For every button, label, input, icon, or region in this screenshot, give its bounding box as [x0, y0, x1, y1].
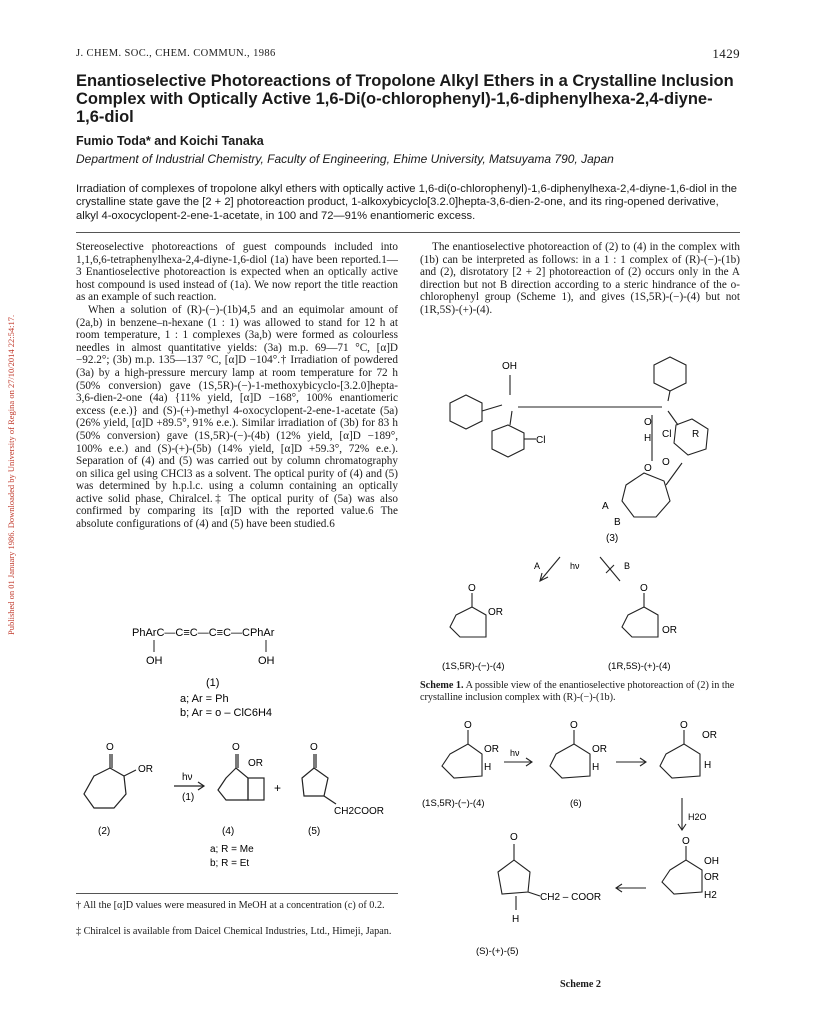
phenyl-left	[450, 395, 482, 429]
svg-text:OR: OR	[484, 744, 499, 755]
structure-1-label: (1)	[206, 677, 220, 689]
svg-text:R: R	[692, 429, 700, 440]
chlorophenyl-left	[492, 425, 524, 457]
structure-1	[120, 622, 360, 722]
right-column	[420, 241, 740, 317]
footnotes	[76, 900, 398, 938]
svg-text:OR: OR	[488, 607, 503, 618]
scheme2-5	[498, 860, 530, 894]
svg-text:hν: hν	[182, 772, 193, 783]
svg-text:OR: OR	[704, 872, 719, 883]
svg-text:Cl: Cl	[662, 429, 672, 440]
scheme2-4	[442, 744, 482, 778]
paragraph-2: When a solution of (R)-(−)-(1b)4,5 and an equimolar amount of (2a,b) in benzene–n-hexane (1 : 1) was allowed to stand for 12 h at room temperature, 1 : 1 complexes (3a,b) were formed as colourless needles in almost quantitative yields: (3a) m.p. 69—71 °C, [α]D −92.2°; (3b) m.p. 135—137 °C, [α]D −104°.† Irradiation of powdered (3a) by a high-pressure mercury lamp at room temperature for 72 h (50% conversion) gave (1S,5R)-(−)-1-methoxybicyclo-[3.2.0]hepta-3,6-dien-2-one (4a) {11% yield, [α]D −168°, 100% enantiomeric excess (e.e.)} and (S)-(+)-methyl 4-oxocyclopent-2-ene-1-acetate (5a) (26% yield, [α]D +89.5°, 91% e.e.). Similar irradiation of (3b) for 83 h (50% conversion) gave (1S,5R)-(−)-(4b) (12% yield, [α]D −189°, 100% e.e.) and (S)-(+)-(5b) (14% yield, [α]D +59.3°, 72% e.e.). Separation of (4) and (5) was carried out by column chromatography on silica gel using CHCl3 as a solvent. The optical purity of (4) and (5) was determined by h.p.l.c. using a column containing an optically active solid phase, Chiralcel.‡ The optical purity of (5a) was also confirmed by comparing its [α]D with the reported value.6 The absolute configurations of (4) and (5) have been studied.6	[76, 303, 398, 531]
scheme-1-caption	[420, 680, 740, 704]
svg-text:O: O	[106, 742, 114, 753]
svg-text:O: O	[310, 742, 318, 753]
footnote-2: ‡ Chiralcel is available from Daicel Chemical Industries, Ltd., Himeji, Japan.	[76, 926, 392, 937]
svg-text:B: B	[624, 561, 631, 571]
footnote-rule	[76, 893, 398, 894]
scheme2-7	[660, 744, 700, 778]
scheme2-label-6: (6)	[570, 798, 582, 809]
reaction-scheme-left	[76, 738, 406, 888]
affiliation: Department of Industrial Chemistry, Faculty of Engineering, Ehime University, Matsuyama 790, Japan	[76, 152, 614, 166]
scheme-2-label: Scheme 2	[560, 979, 602, 990]
download-stamp-text: Published on 01 January 1986. Downloaded by University of Regina on 27/10/2014 22:54:17.	[6, 314, 16, 635]
footnote-1: † All the [α]D values were measured in MeOH at a concentration (c) of 0.2.	[76, 900, 385, 911]
download-stamp	[6, 215, 18, 635]
svg-text:O: O	[232, 742, 240, 753]
caption-head: Scheme 1.	[420, 680, 464, 691]
r-me: a; R = Me	[210, 844, 254, 855]
product-left-label: (1S,5R)-(−)-(4)	[442, 661, 505, 672]
structure-1a: a; Ar = Ph	[180, 693, 229, 705]
bicyclic-4	[218, 768, 248, 800]
scheme2-label-4: (1S,5R)-(−)-(4)	[422, 798, 485, 809]
svg-text:A: A	[534, 561, 541, 571]
svg-text:O: O	[464, 720, 472, 731]
svg-text:H: H	[592, 762, 600, 773]
page-number: 1429	[712, 46, 740, 61]
svg-text:O: O	[644, 417, 652, 428]
svg-text:OH: OH	[704, 856, 719, 867]
label-5: (5)	[308, 826, 321, 837]
svg-text:OR: OR	[662, 625, 677, 636]
abstract-rule	[76, 232, 740, 233]
svg-text:O: O	[468, 583, 476, 594]
svg-text:OH: OH	[502, 361, 517, 372]
svg-text:O: O	[662, 457, 670, 468]
svg-text:O: O	[640, 583, 648, 594]
svg-text:hν: hν	[510, 748, 520, 758]
svg-text:H: H	[704, 760, 712, 771]
product-4-right	[622, 607, 658, 637]
oh-left: OH	[146, 655, 163, 667]
scheme2-label-5: (S)-(+)-(5)	[476, 946, 519, 957]
svg-text:H: H	[512, 914, 520, 925]
svg-text:O: O	[570, 720, 578, 731]
label-3: (3)	[606, 533, 619, 544]
product-right-label: (1R,5S)-(+)-(4)	[608, 661, 671, 672]
svg-text:O: O	[510, 832, 518, 843]
oh-right: OH	[258, 655, 275, 667]
svg-text:A: A	[602, 501, 609, 512]
scheme-1	[430, 345, 740, 675]
svg-text:Cl: Cl	[536, 435, 546, 446]
tropolone-ring	[84, 768, 126, 808]
svg-text:H2O: H2O	[688, 812, 707, 822]
structure-1-formula: PhArC—C≡C—C≡C—CPhAr	[132, 627, 275, 639]
svg-text:OR: OR	[138, 764, 153, 775]
svg-text:+: +	[274, 781, 282, 795]
caption-text: A possible view of the enantioselective photoreaction of (2) in the crystalline inclusion complex with (R)-(−)-(1b).	[420, 680, 735, 703]
svg-text:OR: OR	[248, 758, 263, 769]
svg-text:OR: OR	[592, 744, 607, 755]
svg-text:(1): (1)	[182, 792, 195, 803]
label-2: (2)	[98, 826, 111, 837]
label-4: (4)	[222, 826, 235, 837]
svg-text:hν: hν	[570, 561, 580, 571]
journal-header: J. CHEM. SOC., CHEM. COMMUN., 1986	[76, 48, 276, 59]
scheme-2	[420, 720, 740, 975]
svg-text:H2: H2	[704, 890, 717, 901]
article-title: Enantioselective Photoreactions of Tropolone Alkyl Ethers in a Crystalline Inclusion Complex with Optically Active 1,6-Di(o-chlorophenyl)-1,6-diphenylhexa-2,4-diyne-1,6-diol	[76, 72, 734, 126]
chlorophenyl-right	[674, 419, 708, 455]
left-column	[76, 241, 398, 531]
svg-text:H: H	[484, 762, 492, 773]
svg-text:B: B	[614, 517, 621, 528]
paragraph-1: Stereoselective photoreactions of guest compounds included into 1,1,6,6-tetraphenylhexa-2,4-diyne-1,6-diol (1a) have been reported.1—3 Enantioselective photoreaction is expected when an optically active host compound is used instead of (1a). We now report the title reaction as an example of such reaction.	[76, 241, 398, 304]
svg-text:CH2COOR: CH2COOR	[334, 806, 385, 817]
tropolone-3	[622, 473, 670, 517]
cyclopentenone-5	[302, 768, 328, 796]
authors: Fumio Toda* and Koichi Tanaka	[76, 134, 264, 148]
svg-text:O: O	[680, 720, 688, 731]
structure-1b: b; Ar = o – ClC6H4	[180, 707, 273, 719]
running-header	[76, 48, 740, 64]
paragraph-3: The enantioselective photoreaction of (2) to (4) in the complex with (1b) can be interpreted as follows: in a 1 : 1 complex of (R)-(−)-(1b) and (2), disrotatory [2 + 2] photoreaction of (2) occurs only in the A direction but not B direction according to a steric hindrance of the o-chlorophenyl group (Scheme 1), and gives (1S,5R)-(−)-(4) but not (1R,5S)-(+)-(4).	[420, 241, 740, 316]
svg-text:OR: OR	[702, 730, 717, 741]
r-et: b; R = Et	[210, 858, 250, 869]
abstract: Irradiation of complexes of tropolone alkyl ethers with optically active 1,6-di(o-chlorophenyl)-1,6-diphenylhexa-2,4-diyne-1,6-diol in the crystalline state gave the [2 + 2] photoreaction product, 1-alkoxybicyclo[3.2.0]hepta-3,6-dien-2-one, and its ring-opened derivative, alkyl 4-oxocyclopent-2-ene-1-acetate, in 100 and 72—91% enantiomeric excess.	[76, 183, 738, 222]
svg-text:O: O	[682, 836, 690, 847]
scheme2-8	[662, 860, 702, 894]
product-4-left	[450, 607, 486, 637]
svg-text:O: O	[644, 463, 652, 474]
svg-text:CH2 – COOR: CH2 – COOR	[540, 892, 602, 903]
svg-text:H: H	[644, 433, 652, 444]
phenyl-right	[654, 357, 686, 391]
scheme2-6	[550, 744, 590, 778]
